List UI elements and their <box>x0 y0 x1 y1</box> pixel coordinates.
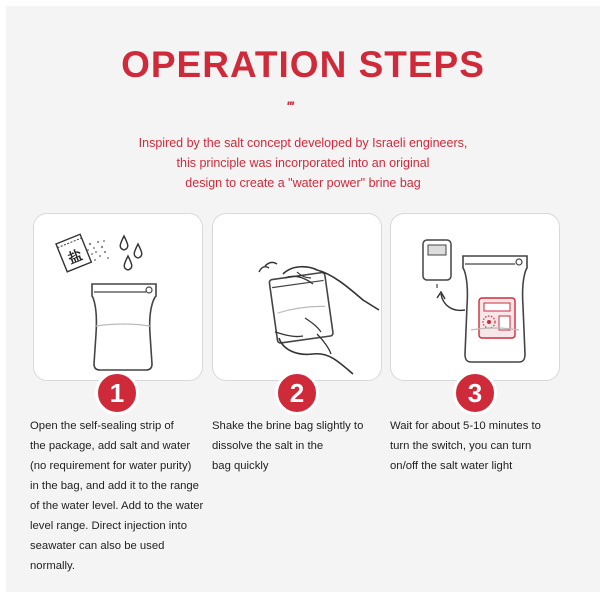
step-3-card <box>390 213 560 381</box>
hands-shaking-bag-icon <box>213 214 383 382</box>
description-line: of the water level. Add to the water <box>30 500 204 512</box>
description-line: Open the self-sealing strip of <box>30 420 174 432</box>
switch-and-light-bag-icon <box>391 214 561 382</box>
page-title: OPERATION STEPS <box>121 44 485 85</box>
step-3-number-badge: 3 <box>453 371 497 415</box>
salt-and-water-bag-icon <box>34 214 204 382</box>
description-line: dissolve the salt in the <box>212 440 324 452</box>
step-1-card <box>33 213 203 381</box>
title-accent-marks: ''' <box>286 98 293 114</box>
step-2-card <box>212 213 382 381</box>
description-line: on/off the salt water light <box>390 460 513 472</box>
intro-text <box>60 133 546 193</box>
intro-line: Inspired by the salt concept developed by Israeli engineers, <box>138 136 468 150</box>
step-1-number-badge: 1 <box>95 371 139 415</box>
description-line: Wait for about 5-10 minutes to <box>390 420 541 432</box>
description-line: turn the switch, you can turn <box>390 440 532 452</box>
description-line: normally. <box>30 560 75 572</box>
step-1-description <box>30 416 203 576</box>
intro-line: this principle was incorporated into an original <box>176 156 430 170</box>
intro-line: design to create a "water power" brine bag <box>185 176 421 190</box>
description-line: level range. Direct injection into <box>30 520 187 532</box>
step-2-description <box>212 416 363 476</box>
description-line: bag quickly <box>212 460 269 472</box>
description-line: (no requirement for water purity) <box>30 460 192 472</box>
description-line: the package, add salt and water <box>30 440 191 452</box>
step-2-number-badge: 2 <box>275 371 319 415</box>
description-line: seawater can also be used <box>30 540 165 552</box>
description-line: Shake the brine bag slightly to <box>212 420 364 432</box>
description-line: in the bag, and add it to the range <box>30 480 199 492</box>
salt-label: 盐 <box>66 247 86 268</box>
step-3-description <box>390 416 541 476</box>
